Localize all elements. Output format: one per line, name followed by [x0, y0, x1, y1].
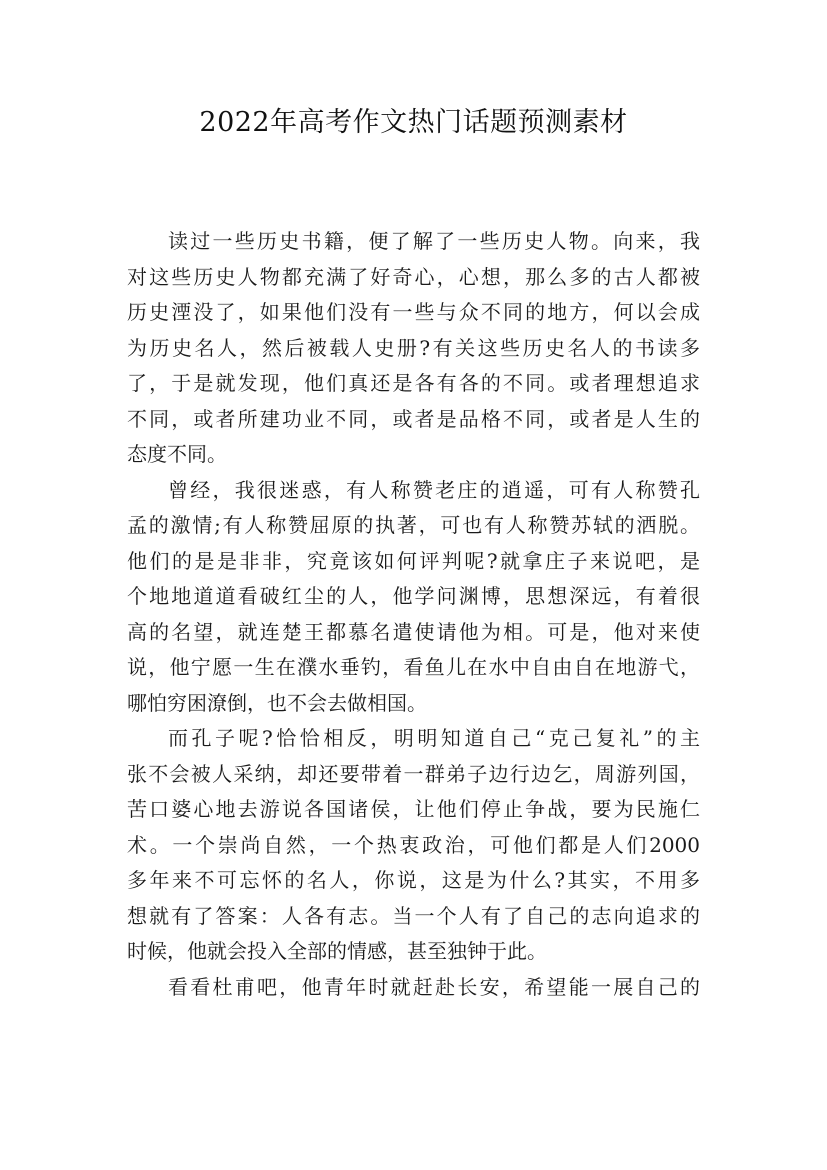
paragraph-2-line-3: 他们的是是非非，究竟该如何评判呢?就拿庄子来说吧，是 — [127, 548, 700, 573]
paragraph-1-line-6: 不同，或者所建功业不同，或者是品格不同，或者是人生的 — [127, 406, 700, 431]
paragraph-1-line-3: 历史湮没了，如果他们没有一些与众不同的地方，何以会成 — [127, 300, 700, 324]
paragraph-3-line-4: 术。一个崇尚自然，一个热衷政治，可他们都是人们2000 — [127, 832, 700, 857]
paragraph-2-line-1: 曾经，我很迷惑，有人称赞老庄的逍遥，可有人称赞孔 — [168, 477, 700, 502]
paragraph-2-line-6: 说，他宁愿一生在濮水垂钓，看鱼儿在水中自由自在地游弋， — [127, 655, 700, 679]
paragraph-2-line-5: 高的名望，就连楚王都慕名遣使请他为相。可是，他对来使 — [127, 619, 700, 644]
paragraph-3-line-2: 张不会被人采纳，却还要带着一群弟子边行边乞，周游列国， — [127, 761, 700, 786]
document-body — [127, 224, 700, 1005]
document-title: 2022年高考作文热门话题预测素材 — [199, 107, 628, 138]
paragraph-2-line-2: 孟的激情;有人称赞屈原的执著，可也有人称赞苏轼的洒脱。 — [127, 513, 700, 537]
paragraph-1-line-5: 了，于是就发现，他们真还是各有各的不同。或者理想追求 — [127, 371, 700, 395]
paragraph-2-line-7: 哪怕穷困潦倒，也不会去做相国。 — [127, 690, 427, 715]
paragraph-1-line-2: 对这些历史人物都充满了好奇心，心想，那么多的古人都被 — [127, 264, 700, 289]
paragraph-3-line-3: 苦口婆心地去游说各国诸侯，让他们停止争战，要为民施仁 — [127, 797, 700, 821]
paragraph-1-line-7: 态度不同。 — [127, 442, 227, 466]
paragraph-3-line-1: 而孔子呢?恰恰相反，明明知道自己“克己复礼”的主 — [168, 726, 700, 750]
paragraph-3-line-6: 想就有了答案：人各有志。当一个人有了自己的志向追求的 — [127, 903, 700, 928]
paragraph-3-line-7: 时候，他就会投入全部的情感，甚至独钟于此。 — [127, 939, 547, 963]
paragraph-4-line-1: 看看杜甫吧，他青年时就赶赴长安，希望能一展自己的 — [168, 974, 700, 999]
paragraph-1-line-4: 为历史名人，然后被载人史册?有关这些历史名人的书读多 — [127, 335, 700, 360]
paragraph-3-line-5: 多年来不可忘怀的名人，你说，这是为什么?其实，不用多 — [127, 868, 700, 892]
paragraph-2-line-4: 个地地道道看破红尘的人，他学问渊博，思想深远，有着很 — [127, 584, 700, 608]
paragraph-1-line-1: 读过一些历史书籍，便了解了一些历史人物。向来，我 — [168, 229, 700, 253]
